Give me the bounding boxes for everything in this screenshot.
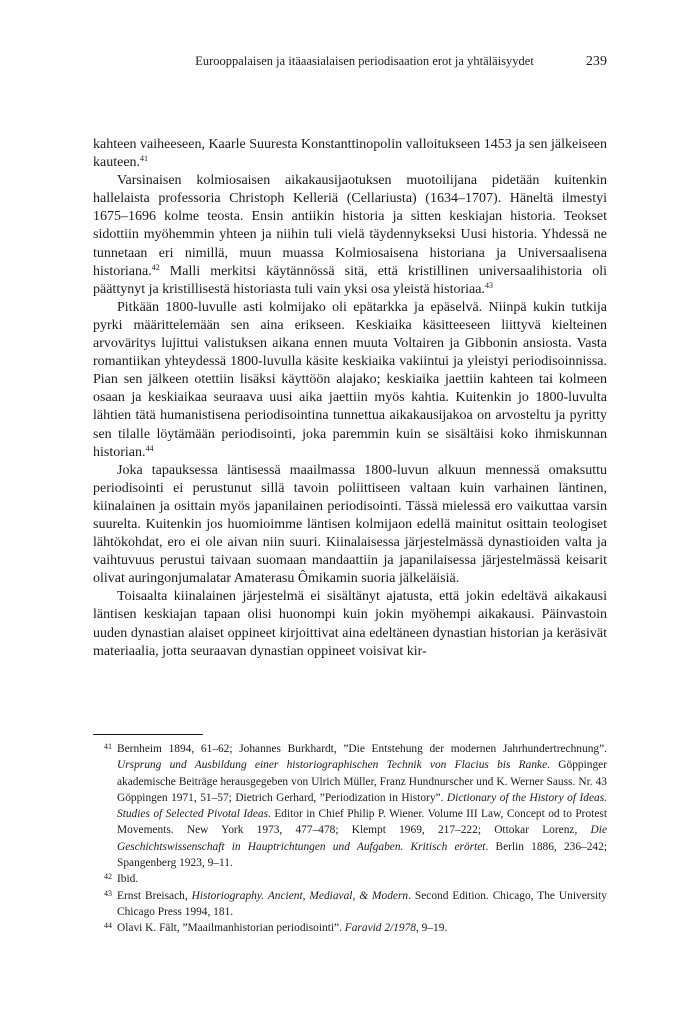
paragraph <box>93 299 607 462</box>
paragraph-text: Malli merkitsi käytännössä sitä, että kristillinen universaalihistoria oli päättynyt ja kristillisestä historiasta tuli vain yksi osa yleistä historiaa. <box>93 263 607 297</box>
footnote-ref[interactable]: 41 <box>140 154 149 164</box>
paragraph-text: Pitkään 1800-luvulle asti kolmijako oli epätarkka ja epäselvä. Niinpä kukin tutkija pyrki määrittelemään sen aina erikseen. Keskiaika käsitteeseen liittyvä kielteinen arvoväritys lujittui valistuksen aikana ennen muuta Voltairen ja Gibbonin ansiosta. Vasta romantiikan yhteydessä 1800-luvulla käsite keskiaika vakiintui ja yleistyi periodisoinnissa. Pian sen jälkeen otettiin lisäksi käyttöön alajako; keskiaika jaettiin kahteen tai kolmeen osaan ja keskiaikaa seuraava uusi aika jaettiin myös kahtia. Kuitenkin jo 1800-luvulta lähtien tätä humanistisena periodisointina tunnettua aikakausijakoa on arvosteltu ja pyritty sen tilalle löytämään periodisointi, joka paremmin kuin se sisältäisi koko ihmiskunnan historian. <box>93 299 607 460</box>
footnote-text: Ernst Breisach, Historiography. Ancient, Mediaval, & Modern. Second Edition. Chicago, The University Chicago Press 1994, 181. <box>117 889 608 918</box>
paragraph-text: Toisaalta kiinalainen järjestelmä ei sisältänyt ajatusta, että jokin edeltävä aikakausi läntisen keskiajan tapaan olisi huonompi kuin jokin myöhempi aikakausi. Päinvastoin uuden dynastian alaiset oppineet kirjoittivat aina edeltäneen dynastian historian ja keräsivät materiaalia, jotta seuraavan dynastian oppineet voisivat kir- <box>93 589 607 659</box>
footnote-ref[interactable]: 44 <box>145 443 154 453</box>
footnote-43 <box>93 888 607 921</box>
paragraph-text: kahteen vaiheeseen, Kaarle Suuresta Konstanttinopolin valloitukseen 1453 ja sen jälkeiseen kauteen. <box>93 137 607 171</box>
paragraph <box>93 462 607 589</box>
footnote-44 <box>93 920 607 936</box>
footnote-number: 44 <box>104 921 112 931</box>
paragraph <box>93 172 607 299</box>
running-header <box>93 54 607 70</box>
footnotes <box>93 741 607 937</box>
footnote-42 <box>93 871 607 887</box>
footnote-ref[interactable]: 43 <box>484 280 493 290</box>
page-number: 239 <box>585 54 607 69</box>
footnote-ref[interactable]: 42 <box>151 262 160 272</box>
paragraph-text: Varsinaisen kolmiosaisen aikakausijaotuksen muotoilijana pidetään kuitenkin hallelaista professoria Christoph Kelleriä (Cellariusta) (1634–1707). Häneltä ilmestyi 1675–1696 kolme teosta. Ensin antiikin historia ja sitten keskiajan historia. Teokset sidottiin myöhemmin yhteen ja niihin tuli vielä täydennykseksi Uusi historia. Yhdessä ne tunnetaan eri nimillä, muun muassa Kolmiosaisena historiana ja Universaalisena historiana. <box>93 173 607 279</box>
paragraph <box>93 136 607 172</box>
footnote-divider <box>93 734 203 735</box>
running-title: Eurooppalaisen ja itäaasialaisen periodisaation erot ja yhtäläisyydet <box>195 54 534 68</box>
footnote-text: Olavi K. Fält, ”Maailmanhistorian periodisointi”. Faravid 2/1978, 9–19. <box>117 922 448 935</box>
footnote-number: 42 <box>104 872 112 882</box>
footnote-41 <box>93 741 607 871</box>
footnote-number: 43 <box>104 888 112 898</box>
body-text <box>93 136 607 661</box>
footnote-text: Bernheim 1894, 61–62; Johannes Burkhardt, ”Die Entstehung der modernen Jahrhundertrechnung”. Ursprung und Ausbildung einer historiographischen Technik von Flacius bis Ranke. Göppinger akademische Beiträge herausgegeben von Ulrich Müller, Franz Hundnurscher und K. Werner Sauss. Nr. 43 Göppingen 1971, 51–57; Dietrich Gerhard, ”Periodization in History”. Dictionary of the History of Ideas. Studies of Selected Pivotal Ideas. Editor in Chief Philip P. Wiener. Volume III Law, Concept od to Protest Movements. New York 1973, 477–478; Klempt 1969, 217–222; Ottokar Lorenz, Die Geschichtswissenschaft in Hauptrichtungen und Aufgaben. Kritisch erörtet. Berlin 1886, 236–242; Spangenberg 1923, 9–11. <box>117 743 608 870</box>
paragraph-text: Joka tapauksessa läntisessä maailmassa 1800-luvun alkuun mennessä omaksuttu periodisointi ei perustunut sillä tavoin poliittiseen valtaan kuin varhainen läntinen, kiinalainen ja osittain myös japanilainen periodisointi. Tässä mielessä ero vaikuttaa varsin suurelta. Kuitenkin jos huomioimme läntisen kolmijaon edellä mainitut osittain teologiset lähtökohdat, ero ei ole aivan niin suuri. Kiinalaisessa järjestelmässä dynastioiden valta ja vaihtuvuus perustui taivaan suomaan mandaattiin ja japanilaisessa järjestelmässä keisarit olivat auringonjumalatar Amaterasu Ômikamin suoria jälkeläisiä. <box>93 462 607 587</box>
footnote-number: 41 <box>104 742 112 751</box>
paragraph <box>93 588 607 660</box>
footnote-text: Ibid. <box>117 873 139 886</box>
